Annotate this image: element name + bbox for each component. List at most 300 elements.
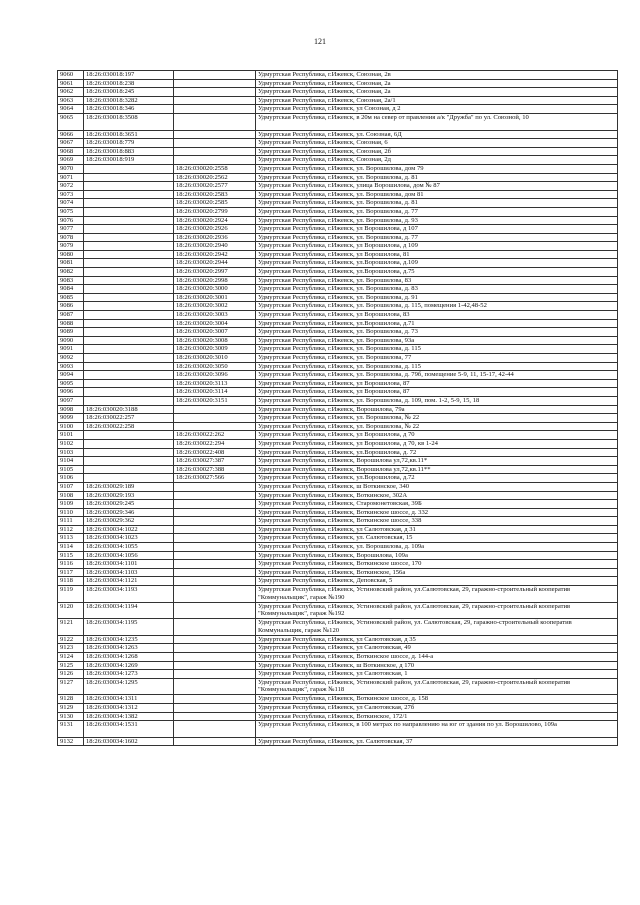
address-cell: Удмуртская Республика, г.Ижевск, ул Ворошилова, д 107	[256, 225, 618, 234]
table-row	[58, 379, 618, 388]
row-number-cell: 9115	[58, 551, 84, 560]
building-cadastral-number-cell: 18:26:030020:3002	[174, 302, 256, 311]
building-cadastral-number-cell	[174, 586, 256, 603]
row-number-cell: 9068	[58, 147, 84, 156]
cadastral-number-cell: 18:26:030034:1194	[84, 602, 174, 619]
address-cell: Удмуртская Республика, г.Ижевск, Союзная, 2д	[256, 156, 618, 165]
cadastral-number-cell	[84, 328, 174, 337]
row-number-cell: 9127	[58, 678, 84, 695]
table-row	[58, 328, 618, 337]
row-number-cell: 9121	[58, 619, 84, 636]
cadastral-number-cell	[84, 474, 174, 483]
building-cadastral-number-cell	[174, 405, 256, 414]
table-row	[58, 431, 618, 440]
row-number-cell: 9076	[58, 216, 84, 225]
building-cadastral-number-cell: 18:26:030027:388	[174, 465, 256, 474]
building-cadastral-number-cell	[174, 534, 256, 543]
table-row	[58, 285, 618, 294]
page-number: 121	[314, 37, 326, 46]
building-cadastral-number-cell	[174, 568, 256, 577]
cadastral-number-cell: 18:26:030034:1602	[84, 737, 174, 746]
table-row	[58, 534, 618, 543]
address-cell: Удмуртская Республика, г.Ижевск, ул.Ворошилова, д.71	[256, 319, 618, 328]
address-cell: Удмуртская Республика, г.Ижевск, Союзная, 2а	[256, 79, 618, 88]
table-row	[58, 259, 618, 268]
table-row	[58, 543, 618, 552]
row-number-cell: 9131	[58, 721, 84, 738]
table-row	[58, 644, 618, 653]
table-row	[58, 156, 618, 165]
building-cadastral-number-cell	[174, 491, 256, 500]
table-row	[58, 602, 618, 619]
table-row	[58, 500, 618, 509]
address-cell: Удмуртская Республика, г.Ижевск, ул Ворошилова, д 70, кв 1-24	[256, 439, 618, 448]
building-cadastral-number-cell: 18:26:030020:3113	[174, 379, 256, 388]
table-row	[58, 79, 618, 88]
row-number-cell: 9081	[58, 259, 84, 268]
cadastral-number-cell	[84, 362, 174, 371]
address-cell: Удмуртская Республика, г.Ижевск, Воткинское шоссе, 338	[256, 517, 618, 526]
address-cell: Удмуртская Республика, г.Ижевск, Союзная, 2б	[256, 147, 618, 156]
table-row	[58, 635, 618, 644]
cadastral-number-cell	[84, 216, 174, 225]
cadastral-number-cell: 18:26:030034:1101	[84, 560, 174, 569]
table-row	[58, 465, 618, 474]
address-cell: Удмуртская Республика, г.Ижевск, ул. Союзная, 6Д	[256, 130, 618, 139]
building-cadastral-number-cell: 18:26:030020:2583	[174, 190, 256, 199]
address-cell: Удмуртская Республика, г.Ижевск, Деповская, 5	[256, 577, 618, 586]
table-row	[58, 207, 618, 216]
address-cell: Удмуртская Республика, г.Ижевск, Ворошилова, 79а	[256, 405, 618, 414]
building-cadastral-number-cell	[174, 517, 256, 526]
building-cadastral-number-cell	[174, 551, 256, 560]
table-row	[58, 721, 618, 738]
building-cadastral-number-cell	[174, 105, 256, 114]
building-cadastral-number-cell: 18:26:030020:2558	[174, 164, 256, 173]
building-cadastral-number-cell	[174, 113, 256, 130]
building-cadastral-number-cell: 18:26:030020:2562	[174, 173, 256, 182]
row-number-cell: 9111	[58, 517, 84, 526]
row-number-cell: 9083	[58, 276, 84, 285]
building-cadastral-number-cell	[174, 500, 256, 509]
address-cell: Удмуртская Республика, г.Ижевск, ш Воткинское, д 170	[256, 661, 618, 670]
cadastral-number-cell	[84, 225, 174, 234]
row-number-cell: 9070	[58, 164, 84, 173]
building-cadastral-number-cell	[174, 619, 256, 636]
table-row	[58, 96, 618, 105]
row-number-cell: 9126	[58, 670, 84, 679]
row-number-cell: 9110	[58, 508, 84, 517]
address-cell: Удмуртская Республика, г.Ижевск, Союзная, 6	[256, 139, 618, 148]
table-row	[58, 551, 618, 560]
cadastral-number-cell	[84, 431, 174, 440]
table-row	[58, 336, 618, 345]
address-cell: Удмуртская Республика, г.Ижевск, Воткинское шоссе, д. 158	[256, 695, 618, 704]
building-cadastral-number-cell	[174, 695, 256, 704]
row-number-cell: 9082	[58, 268, 84, 277]
table-row	[58, 225, 618, 234]
cadastral-number-cell	[84, 276, 174, 285]
row-number-cell: 9100	[58, 422, 84, 431]
address-cell: Удмуртская Республика, г.Ижевск, Ворошилова ул,72,кв.11*	[256, 457, 618, 466]
address-cell: Удмуртская Республика, г.Ижевск, ул Ворошилова, 81	[256, 250, 618, 259]
address-cell: Удмуртская Республика, г.Ижевск, ул. Ворошилова, д. 91	[256, 293, 618, 302]
address-cell: Удмуртская Республика, г.Ижевск, Устиновский район, ул. Салютовская, 29, гаражно-строительный кооператив Коммунальщик, гараж №120	[256, 619, 618, 636]
row-number-cell: 9112	[58, 525, 84, 534]
address-cell: Удмуртская Республика, г.Ижевск, ул. Ворошилова, д. 83	[256, 285, 618, 294]
cadastral-number-cell	[84, 164, 174, 173]
cadastral-number-cell	[84, 182, 174, 191]
cadastral-number-cell: 18:26:030018:3508	[84, 113, 174, 130]
property-registry-table	[57, 70, 618, 746]
cadastral-number-cell: 18:26:030034:1263	[84, 644, 174, 653]
address-cell: Удмуртская Республика, г.Ижевск, ш Воткинское, 340	[256, 482, 618, 491]
table-row	[58, 678, 618, 695]
address-cell: Удмуртская Республика, г.Ижевск, ул Ворошилова, 87	[256, 379, 618, 388]
row-number-cell: 9090	[58, 336, 84, 345]
cadastral-number-cell: 18:26:030029:346	[84, 508, 174, 517]
row-number-cell: 9085	[58, 293, 84, 302]
cadastral-number-cell: 18:26:030034:1056	[84, 551, 174, 560]
address-cell: Удмуртская Республика, г.Ижевск, ул. Ворошилова, д. 81	[256, 199, 618, 208]
row-number-cell: 9061	[58, 79, 84, 88]
address-cell: Удмуртская Республика, г.Ижевск, ул. Ворошилова, д. 77	[256, 233, 618, 242]
table-row	[58, 130, 618, 139]
table-row	[58, 661, 618, 670]
table-row	[58, 670, 618, 679]
address-cell: Удмуртская Республика, г.Ижевск, ул Салютовская, 49	[256, 644, 618, 653]
row-number-cell: 9107	[58, 482, 84, 491]
cadastral-number-cell: 18:26:030034:1193	[84, 586, 174, 603]
table-row	[58, 525, 618, 534]
cadastral-number-cell: 18:26:030034:1268	[84, 653, 174, 662]
row-number-cell: 9063	[58, 96, 84, 105]
building-cadastral-number-cell	[174, 678, 256, 695]
building-cadastral-number-cell: 18:26:030020:2997	[174, 268, 256, 277]
cadastral-number-cell	[84, 448, 174, 457]
row-number-cell: 9095	[58, 379, 84, 388]
cadastral-number-cell	[84, 242, 174, 251]
address-cell: Удмуртская Республика, г.Ижевск, улица Ворошилова, дом № 87	[256, 182, 618, 191]
table-row	[58, 71, 618, 80]
row-number-cell: 9132	[58, 737, 84, 746]
cadastral-number-cell	[84, 199, 174, 208]
cadastral-number-cell	[84, 388, 174, 397]
table-row	[58, 474, 618, 483]
address-cell: Удмуртская Республика, г.Ижевск, ул.Ворошилова, д. 72	[256, 448, 618, 457]
building-cadastral-number-cell: 18:26:030020:2936	[174, 233, 256, 242]
building-cadastral-number-cell: 18:26:030020:3096	[174, 371, 256, 380]
address-cell: Удмуртская Республика, г.Ижевск, Воткинское, 156а	[256, 568, 618, 577]
cadastral-number-cell: 18:26:030034:1022	[84, 525, 174, 534]
table-row	[58, 268, 618, 277]
address-cell: Удмуртская Республика, г.Ижевск, ул.Ворошилова, д.72	[256, 474, 618, 483]
row-number-cell: 9087	[58, 311, 84, 320]
row-number-cell: 9075	[58, 207, 84, 216]
building-cadastral-number-cell: 18:26:030022:294	[174, 439, 256, 448]
row-number-cell: 9104	[58, 457, 84, 466]
building-cadastral-number-cell	[174, 414, 256, 423]
address-cell: Удмуртская Республика, г.Ижевск, Воткинское, 172/1	[256, 712, 618, 721]
address-cell: Удмуртская Республика, г.Ижевск, ул. Ворошилова, д. 115, помещения 1-42,48-52	[256, 302, 618, 311]
address-cell: Удмуртская Республика, г.Ижевск, Старомонетовская, 39Б	[256, 500, 618, 509]
building-cadastral-number-cell	[174, 653, 256, 662]
address-cell: Удмуртская Республика, г.Ижевск, ул Ворошилова, д 109	[256, 242, 618, 251]
cadastral-number-cell	[84, 345, 174, 354]
cadastral-number-cell	[84, 250, 174, 259]
building-cadastral-number-cell	[174, 156, 256, 165]
table-row	[58, 199, 618, 208]
cadastral-number-cell: 18:26:030029:189	[84, 482, 174, 491]
cadastral-number-cell	[84, 285, 174, 294]
table-row	[58, 105, 618, 114]
address-cell: Удмуртская Республика, г.Ижевск, ул Ворошилова, 87	[256, 388, 618, 397]
row-number-cell: 9078	[58, 233, 84, 242]
address-cell: Удмуртская Республика, г.Ижевск, ул. Ворошилова, д. 109а	[256, 543, 618, 552]
address-cell: Удмуртская Республика, г.Ижевск, Ворошилова, 109а	[256, 551, 618, 560]
cadastral-number-cell: 18:26:030018:346	[84, 105, 174, 114]
cadastral-number-cell	[84, 302, 174, 311]
table-row	[58, 354, 618, 363]
table-row	[58, 457, 618, 466]
row-number-cell: 9105	[58, 465, 84, 474]
row-number-cell: 9065	[58, 113, 84, 130]
table-row	[58, 695, 618, 704]
cadastral-number-cell	[84, 379, 174, 388]
table-row	[58, 190, 618, 199]
row-number-cell: 9128	[58, 695, 84, 704]
building-cadastral-number-cell: 18:26:030022:262	[174, 431, 256, 440]
cadastral-number-cell	[84, 439, 174, 448]
cadastral-number-cell	[84, 457, 174, 466]
row-number-cell: 9071	[58, 173, 84, 182]
cadastral-number-cell: 18:26:030034:1531	[84, 721, 174, 738]
address-cell: Удмуртская Республика, г.Ижевск, ул. Ворошилова, 93а	[256, 336, 618, 345]
cadastral-number-cell: 18:26:030018:883	[84, 147, 174, 156]
address-cell: Удмуртская Республика, г.Ижевск, Союзная, 2в	[256, 71, 618, 80]
address-cell: Удмуртская Республика, г.Ижевск, Ворошилова ул,72,кв.11**	[256, 465, 618, 474]
address-cell: Удмуртская Республика, г.Ижевск, ул Салютовская, д 31	[256, 525, 618, 534]
address-cell: Удмуртская Республика, г.Ижевск, Устиновский район, ул.Салютовская, 29, гаражно-строительный кооператив "Коммунальщик", гараж №190	[256, 586, 618, 603]
address-cell: Удмуртская Республика, г.Ижевск, ул. Салютовская, 15	[256, 534, 618, 543]
address-cell: Удмуртская Республика, г.Ижевск, Устиновский район, ул.Салютовская, 29, гаражно-строительный кооператив "Коммунальщик", гараж №192	[256, 602, 618, 619]
row-number-cell: 9109	[58, 500, 84, 509]
table-row	[58, 619, 618, 636]
address-cell: Удмуртская Республика, г.Ижевск, ул. Ворошилова, № 22	[256, 414, 618, 423]
table-row	[58, 703, 618, 712]
table-row	[58, 113, 618, 130]
row-number-cell: 9060	[58, 71, 84, 80]
table-row	[58, 712, 618, 721]
table-row	[58, 405, 618, 414]
cadastral-number-cell: 18:26:030034:1269	[84, 661, 174, 670]
registry-body	[58, 71, 618, 746]
row-number-cell: 9124	[58, 653, 84, 662]
row-number-cell: 9062	[58, 88, 84, 97]
cadastral-number-cell: 18:26:030034:1121	[84, 577, 174, 586]
building-cadastral-number-cell	[174, 139, 256, 148]
address-cell: Удмуртская Республика, г.Ижевск, ул. Ворошилова, д. 81	[256, 173, 618, 182]
cadastral-number-cell: 18:26:030034:1312	[84, 703, 174, 712]
cadastral-number-cell: 18:26:030018:919	[84, 156, 174, 165]
table-row	[58, 517, 618, 526]
cadastral-number-cell: 18:26:030034:1055	[84, 543, 174, 552]
building-cadastral-number-cell: 18:26:030020:2926	[174, 225, 256, 234]
row-number-cell: 9066	[58, 130, 84, 139]
table-row	[58, 311, 618, 320]
building-cadastral-number-cell	[174, 644, 256, 653]
building-cadastral-number-cell	[174, 422, 256, 431]
building-cadastral-number-cell: 18:26:030020:2585	[174, 199, 256, 208]
building-cadastral-number-cell: 18:26:030020:2940	[174, 242, 256, 251]
building-cadastral-number-cell	[174, 130, 256, 139]
row-number-cell: 9103	[58, 448, 84, 457]
building-cadastral-number-cell	[174, 96, 256, 105]
address-cell: Удмуртская Республика, г.Ижевск, Устиновский район, ул.Салютовская, 29, гаражно-строительный кооператив "Коммунальщик", гараж №118	[256, 678, 618, 695]
table-row	[58, 653, 618, 662]
row-number-cell: 9089	[58, 328, 84, 337]
row-number-cell: 9097	[58, 396, 84, 405]
row-number-cell: 9108	[58, 491, 84, 500]
table-row	[58, 737, 618, 746]
row-number-cell: 9091	[58, 345, 84, 354]
building-cadastral-number-cell	[174, 703, 256, 712]
building-cadastral-number-cell: 18:26:030020:2577	[174, 182, 256, 191]
row-number-cell: 9122	[58, 635, 84, 644]
table-row	[58, 362, 618, 371]
table-row	[58, 396, 618, 405]
row-number-cell: 9079	[58, 242, 84, 251]
building-cadastral-number-cell: 18:26:030020:3050	[174, 362, 256, 371]
row-number-cell: 9067	[58, 139, 84, 148]
cadastral-number-cell: 18:26:030034:1103	[84, 568, 174, 577]
building-cadastral-number-cell	[174, 602, 256, 619]
building-cadastral-number-cell: 18:26:030020:3008	[174, 336, 256, 345]
address-cell: Удмуртская Республика, г.Ижевск, в 100 метрах по направлению на юг от здания по ул. Ворошилово, 109а	[256, 721, 618, 738]
building-cadastral-number-cell: 18:26:030020:3004	[174, 319, 256, 328]
row-number-cell: 9099	[58, 414, 84, 423]
building-cadastral-number-cell	[174, 712, 256, 721]
table-row	[58, 388, 618, 397]
cadastral-number-cell: 18:26:030034:1273	[84, 670, 174, 679]
building-cadastral-number-cell	[174, 670, 256, 679]
row-number-cell: 9088	[58, 319, 84, 328]
building-cadastral-number-cell: 18:26:030020:3003	[174, 311, 256, 320]
building-cadastral-number-cell	[174, 88, 256, 97]
cadastral-number-cell	[84, 268, 174, 277]
row-number-cell: 9130	[58, 712, 84, 721]
cadastral-number-cell	[84, 207, 174, 216]
building-cadastral-number-cell	[174, 737, 256, 746]
address-cell: Удмуртская Республика, г.Ижевск, ул. Ворошилова, д. 93	[256, 216, 618, 225]
row-number-cell: 9101	[58, 431, 84, 440]
address-cell: Удмуртская Республика, г.Ижевск, ул Салютовская, 1	[256, 670, 618, 679]
row-number-cell: 9098	[58, 405, 84, 414]
table-row	[58, 276, 618, 285]
row-number-cell: 9096	[58, 388, 84, 397]
table-row	[58, 448, 618, 457]
cadastral-number-cell: 18:26:030034:1295	[84, 678, 174, 695]
row-number-cell: 9072	[58, 182, 84, 191]
row-number-cell: 9125	[58, 661, 84, 670]
row-number-cell: 9119	[58, 586, 84, 603]
building-cadastral-number-cell	[174, 525, 256, 534]
building-cadastral-number-cell	[174, 577, 256, 586]
building-cadastral-number-cell: 18:26:030020:2998	[174, 276, 256, 285]
row-number-cell: 9077	[58, 225, 84, 234]
table-row	[58, 250, 618, 259]
row-number-cell: 9129	[58, 703, 84, 712]
table-row	[58, 414, 618, 423]
cadastral-number-cell: 18:26:030018:779	[84, 139, 174, 148]
building-cadastral-number-cell	[174, 79, 256, 88]
table-row	[58, 139, 618, 148]
cadastral-number-cell: 18:26:030034:1195	[84, 619, 174, 636]
cadastral-number-cell: 18:26:030034:1382	[84, 712, 174, 721]
address-cell: Удмуртская Республика, г.Ижевск, ул. Ворошилова, 83	[256, 276, 618, 285]
cadastral-number-cell: 18:26:030034:1235	[84, 635, 174, 644]
cadastral-number-cell	[84, 259, 174, 268]
table-row	[58, 302, 618, 311]
building-cadastral-number-cell: 18:26:030020:3151	[174, 396, 256, 405]
row-number-cell: 9116	[58, 560, 84, 569]
table-row	[58, 233, 618, 242]
table-row	[58, 182, 618, 191]
address-cell: Удмуртская Республика, г.Ижевск, ул. Ворошилова, д. 115	[256, 362, 618, 371]
cadastral-number-cell: 18:26:030029:362	[84, 517, 174, 526]
building-cadastral-number-cell: 18:26:030020:2944	[174, 259, 256, 268]
table-row	[58, 491, 618, 500]
address-cell: Удмуртская Республика, г.Ижевск, ул. Ворошилова, д. 115	[256, 345, 618, 354]
cadastral-number-cell	[84, 293, 174, 302]
building-cadastral-number-cell: 18:26:030020:3000	[174, 285, 256, 294]
row-number-cell: 9064	[58, 105, 84, 114]
cadastral-number-cell: 18:26:030034:1311	[84, 695, 174, 704]
building-cadastral-number-cell	[174, 508, 256, 517]
address-cell: Удмуртская Республика, г.Ижевск, в 20м на север от правления а/к "Дружба" по ул. Союзной, 10	[256, 113, 618, 130]
cadastral-number-cell	[84, 190, 174, 199]
table-row	[58, 577, 618, 586]
row-number-cell: 9086	[58, 302, 84, 311]
cadastral-number-cell: 18:26:030018:197	[84, 71, 174, 80]
building-cadastral-number-cell	[174, 661, 256, 670]
building-cadastral-number-cell: 18:26:030020:3010	[174, 354, 256, 363]
cadastral-number-cell	[84, 311, 174, 320]
cadastral-number-cell	[84, 465, 174, 474]
building-cadastral-number-cell: 18:26:030020:2942	[174, 250, 256, 259]
address-cell: Удмуртская Республика, г.Ижевск, ул. Ворошилова, д. 79б, помещение 5-9, 11, 15-17, 42-44	[256, 371, 618, 380]
cadastral-number-cell	[84, 233, 174, 242]
building-cadastral-number-cell	[174, 721, 256, 738]
cadastral-number-cell	[84, 371, 174, 380]
table-row	[58, 439, 618, 448]
address-cell: Удмуртская Республика, г.Ижевск, ул Салютовская, 27б	[256, 703, 618, 712]
address-cell: Удмуртская Республика, г.Ижевск, ул. Салютовская, 37	[256, 737, 618, 746]
building-cadastral-number-cell: 18:26:030020:3114	[174, 388, 256, 397]
table-row	[58, 216, 618, 225]
cadastral-number-cell: 18:26:030029:245	[84, 500, 174, 509]
table-row	[58, 345, 618, 354]
row-number-cell: 9120	[58, 602, 84, 619]
row-number-cell: 9069	[58, 156, 84, 165]
row-number-cell: 9092	[58, 354, 84, 363]
address-cell: Удмуртская Республика, г.Ижевск, Воткинское шоссе, д. 144-а	[256, 653, 618, 662]
building-cadastral-number-cell	[174, 71, 256, 80]
building-cadastral-number-cell: 18:26:030027:387	[174, 457, 256, 466]
building-cadastral-number-cell	[174, 543, 256, 552]
building-cadastral-number-cell: 18:26:030020:3001	[174, 293, 256, 302]
cadastral-number-cell: 18:26:030022:257	[84, 414, 174, 423]
